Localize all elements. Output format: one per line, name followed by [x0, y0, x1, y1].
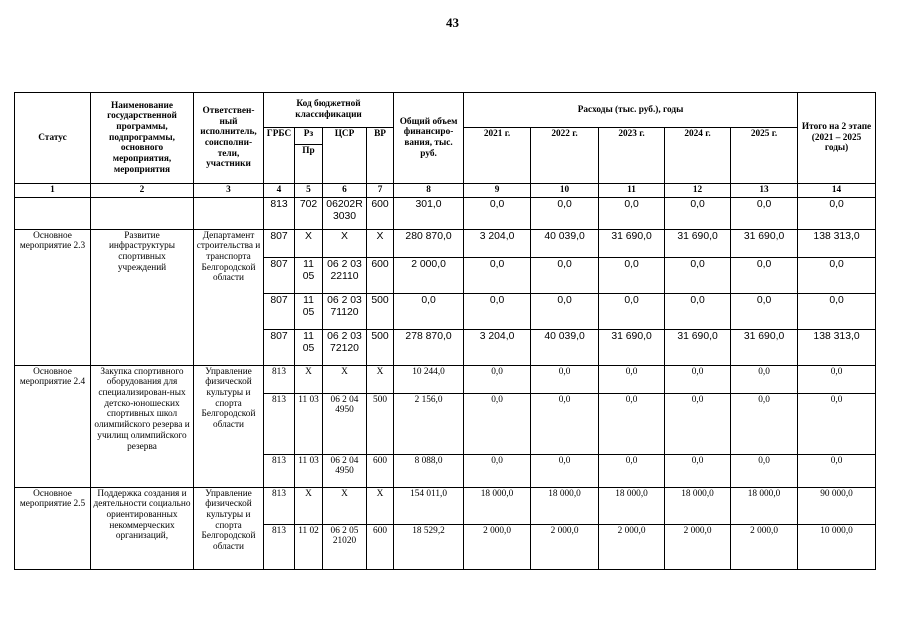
rzpr-cell: 11 05	[295, 329, 323, 365]
name-cell: Закупка спортивного оборудования для специализирован-ных детско-юношеских спортивных школ олимпийского резерва и училищ олимпийского резерва	[91, 365, 194, 487]
year-cell: 0,0	[731, 454, 798, 487]
header-name: Наименование государственной программы, подпрограммы, основного мероприятия, мероприятия	[91, 93, 194, 184]
responsible-cell: Управление физической культуры и спорта Белгородской области	[194, 487, 264, 569]
year-cell: 0,0	[599, 365, 665, 393]
grbs-cell: 807	[264, 229, 295, 257]
header-status: Статус	[15, 93, 91, 184]
column-number: 7	[367, 184, 394, 198]
year-cell: 0,0	[665, 454, 731, 487]
sum-cell: 138 313,0	[798, 329, 876, 365]
csr-cell: 06 2 03 72120	[323, 329, 367, 365]
grbs-cell: 813	[264, 454, 295, 487]
grbs-cell: 813	[264, 365, 295, 393]
year-cell: 0,0	[731, 365, 798, 393]
budget-table	[14, 92, 876, 570]
year-cell: 2 000,0	[665, 524, 731, 569]
rzpr-cell: 11 05	[295, 293, 323, 329]
header-stage-total: Итого на 2 этапе (2021 – 2025 годы)	[798, 93, 876, 184]
column-number: 10	[531, 184, 599, 198]
header-year-2024: 2024 г.	[665, 128, 731, 184]
csr-cell: 06 2 05 21020	[323, 524, 367, 569]
grbs-cell: 807	[264, 257, 295, 293]
year-cell: 0,0	[599, 197, 665, 229]
year-cell: 2 000,0	[731, 524, 798, 569]
vr-cell: 600	[367, 257, 394, 293]
year-cell: 0,0	[731, 257, 798, 293]
column-number: 12	[665, 184, 731, 198]
sum-cell: 0,0	[798, 365, 876, 393]
year-cell: 0,0	[731, 197, 798, 229]
grbs-cell: 807	[264, 293, 295, 329]
header-year-2025: 2025 г.	[731, 128, 798, 184]
year-cell: 18 000,0	[531, 487, 599, 524]
total-cell: 301,0	[394, 197, 464, 229]
header-pr: Пр	[295, 145, 323, 184]
year-cell: 31 690,0	[665, 229, 731, 257]
year-cell: 0,0	[531, 454, 599, 487]
column-number: 11	[599, 184, 665, 198]
total-cell: 10 244,0	[394, 365, 464, 393]
column-number: 14	[798, 184, 876, 198]
header-year-2021: 2021 г.	[464, 128, 531, 184]
year-cell: 18 000,0	[731, 487, 798, 524]
year-cell: 0,0	[464, 393, 531, 454]
csr-cell: X	[323, 229, 367, 257]
vr-cell: X	[367, 487, 394, 524]
responsible-cell: Управление физической культуры и спорта Белгородской области	[194, 365, 264, 487]
total-cell: 18 529,2	[394, 524, 464, 569]
header-total: Общий объем финансиро-вания, тыс. руб.	[394, 93, 464, 184]
year-cell: 0,0	[599, 454, 665, 487]
year-cell: 0,0	[731, 393, 798, 454]
rzpr-cell: 11 03	[295, 393, 323, 454]
year-cell: 31 690,0	[731, 329, 798, 365]
total-cell: 154 011,0	[394, 487, 464, 524]
header-year-2022: 2022 г.	[531, 128, 599, 184]
year-cell: 0,0	[531, 393, 599, 454]
year-cell: 0,0	[464, 365, 531, 393]
column-numbers-row	[15, 184, 876, 198]
table-row	[15, 229, 876, 257]
year-cell: 0,0	[599, 293, 665, 329]
year-cell: 0,0	[665, 393, 731, 454]
sum-cell: 0,0	[798, 197, 876, 229]
grbs-cell: 813	[264, 197, 295, 229]
total-cell: 280 870,0	[394, 229, 464, 257]
year-cell: 18 000,0	[464, 487, 531, 524]
column-number: 13	[731, 184, 798, 198]
total-cell: 2 000,0	[394, 257, 464, 293]
responsible-cell: Департамент строительства и транспорта Белгородской области	[194, 229, 264, 365]
name-cell	[91, 197, 194, 229]
vr-cell: 500	[367, 293, 394, 329]
csr-cell: 06 2 04 4950	[323, 393, 367, 454]
grbs-cell: 807	[264, 329, 295, 365]
year-cell: 0,0	[464, 257, 531, 293]
year-cell: 2 000,0	[531, 524, 599, 569]
sum-cell: 0,0	[798, 454, 876, 487]
column-number: 1	[15, 184, 91, 198]
year-cell: 0,0	[665, 197, 731, 229]
header-grbs: ГРБС	[264, 128, 295, 184]
grbs-cell: 813	[264, 524, 295, 569]
year-cell: 3 204,0	[464, 229, 531, 257]
sum-cell: 138 313,0	[798, 229, 876, 257]
total-cell: 8 088,0	[394, 454, 464, 487]
year-cell: 31 690,0	[665, 329, 731, 365]
header-year-2023: 2023 г.	[599, 128, 665, 184]
sum-cell: 90 000,0	[798, 487, 876, 524]
year-cell: 0,0	[531, 257, 599, 293]
page-number: 43	[446, 15, 459, 30]
name-cell: Развитие инфраструктуры спортивных учреждений	[91, 229, 194, 365]
csr-cell: 06 2 03 22110	[323, 257, 367, 293]
rzpr-cell: 702	[295, 197, 323, 229]
year-cell: 2 000,0	[464, 524, 531, 569]
rzpr-cell: 11 03	[295, 454, 323, 487]
year-cell: 2 000,0	[599, 524, 665, 569]
year-cell: 0,0	[531, 197, 599, 229]
column-number: 5	[295, 184, 323, 198]
column-number: 6	[323, 184, 367, 198]
table-row	[15, 487, 876, 524]
year-cell: 0,0	[599, 393, 665, 454]
year-cell: 3 204,0	[464, 329, 531, 365]
total-cell: 278 870,0	[394, 329, 464, 365]
year-cell: 40 039,0	[531, 229, 599, 257]
year-cell: 18 000,0	[665, 487, 731, 524]
rzpr-cell: 11 02	[295, 524, 323, 569]
vr-cell: 600	[367, 524, 394, 569]
header-responsible: Ответствен-ный исполнитель, соисполни-тели, участники	[194, 93, 264, 184]
sum-cell: 0,0	[798, 257, 876, 293]
grbs-cell: 813	[264, 487, 295, 524]
year-cell: 0,0	[731, 293, 798, 329]
header-csr: ЦСР	[323, 128, 367, 184]
header-budget-code: Код бюджетной классификации	[264, 93, 394, 128]
header-vr: ВР	[367, 128, 394, 184]
rzpr-cell: 11 05	[295, 257, 323, 293]
table-row	[15, 197, 876, 229]
sum-cell: 0,0	[798, 293, 876, 329]
total-cell: 0,0	[394, 293, 464, 329]
year-cell: 0,0	[464, 454, 531, 487]
year-cell: 18 000,0	[599, 487, 665, 524]
rzpr-cell: X	[295, 487, 323, 524]
header-rz: Рз	[295, 128, 323, 145]
year-cell: 0,0	[665, 257, 731, 293]
column-number: 8	[394, 184, 464, 198]
header-row-1	[15, 93, 876, 128]
sum-cell: 0,0	[798, 393, 876, 454]
vr-cell: 600	[367, 197, 394, 229]
header-expenses: Расходы (тыс. руб.), годы	[464, 93, 798, 128]
responsible-cell	[194, 197, 264, 229]
year-cell: 31 690,0	[599, 329, 665, 365]
status-cell: Основное мероприятие 2.5	[15, 487, 91, 569]
year-cell: 0,0	[531, 365, 599, 393]
total-cell: 2 156,0	[394, 393, 464, 454]
year-cell: 0,0	[464, 293, 531, 329]
vr-cell: 500	[367, 393, 394, 454]
column-number: 2	[91, 184, 194, 198]
column-number: 9	[464, 184, 531, 198]
name-cell: Поддержка создания и деятельности социально ориентированных некоммерческих организаций,	[91, 487, 194, 569]
csr-cell: X	[323, 487, 367, 524]
vr-cell: 500	[367, 329, 394, 365]
year-cell: 0,0	[665, 365, 731, 393]
status-cell: Основное мероприятие 2.4	[15, 365, 91, 487]
grbs-cell: 813	[264, 393, 295, 454]
status-cell: Основное мероприятие 2.3	[15, 229, 91, 365]
column-number: 4	[264, 184, 295, 198]
csr-cell: 06202R 3030	[323, 197, 367, 229]
year-cell: 40 039,0	[531, 329, 599, 365]
vr-cell: 600	[367, 454, 394, 487]
year-cell: 0,0	[464, 197, 531, 229]
vr-cell: X	[367, 365, 394, 393]
rzpr-cell: X	[295, 229, 323, 257]
year-cell: 0,0	[665, 293, 731, 329]
year-cell: 0,0	[599, 257, 665, 293]
year-cell: 31 690,0	[599, 229, 665, 257]
year-cell: 0,0	[531, 293, 599, 329]
csr-cell: X	[323, 365, 367, 393]
column-number: 3	[194, 184, 264, 198]
status-cell	[15, 197, 91, 229]
vr-cell: X	[367, 229, 394, 257]
rzpr-cell: X	[295, 365, 323, 393]
csr-cell: 06 2 04 4950	[323, 454, 367, 487]
year-cell: 31 690,0	[731, 229, 798, 257]
sum-cell: 10 000,0	[798, 524, 876, 569]
csr-cell: 06 2 03 71120	[323, 293, 367, 329]
table-row	[15, 365, 876, 393]
